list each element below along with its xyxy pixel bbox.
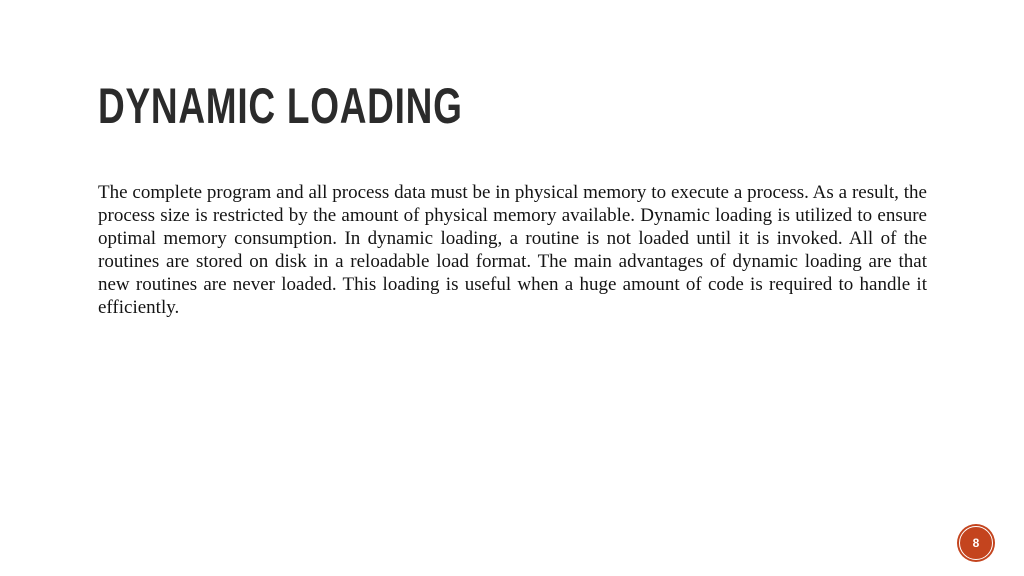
page-number-badge [957, 524, 995, 562]
slide-title: DYNAMIC LOADING [98, 78, 463, 134]
page-number: 8 [972, 536, 980, 550]
slide-body-text: The complete program and all process data must be in physical memory to execute a process. As a result, the process size is restricted by the amount of physical memory available. Dynamic loading is utilized to ensure optimal memory consumption. In dynamic loading, a routine is not loaded until it is invoked. All of the routines are stored on disk in a reloadable load format. The main advantages of dynamic loading are that new routines are never loaded. This loading is useful when a huge amount of code is required to handle it efficiently. [98, 182, 927, 318]
